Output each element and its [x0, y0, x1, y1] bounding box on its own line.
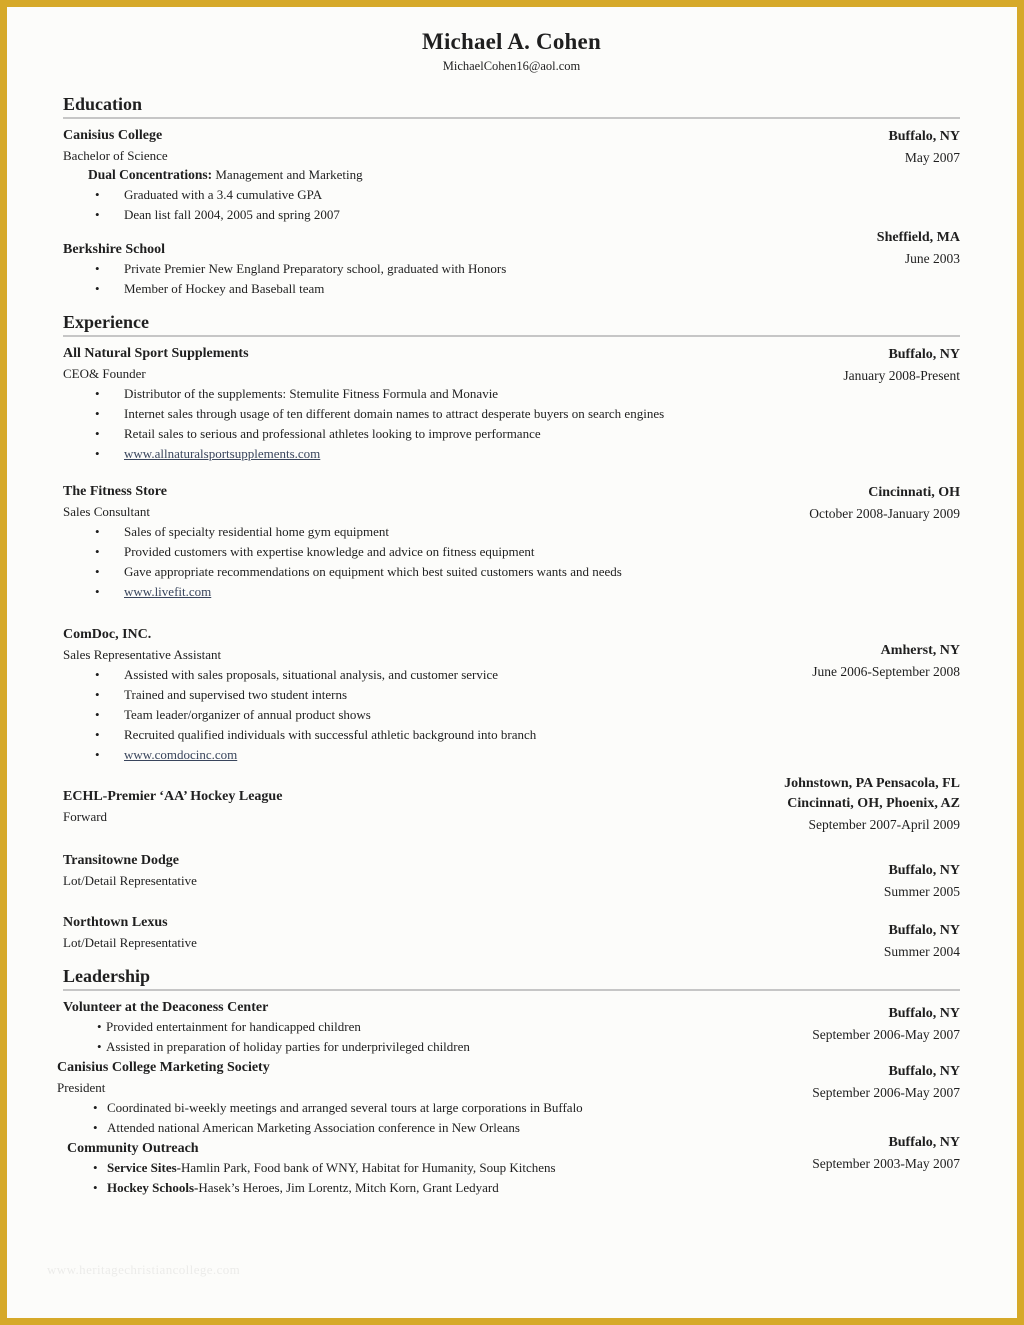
entry-date: September 2007-April 2009: [808, 817, 960, 832]
bullet-icon: [95, 705, 124, 724]
experience-entry: [63, 914, 960, 959]
entry-title: ComDoc, INC.: [63, 627, 152, 642]
leadership-entry: [63, 999, 960, 1056]
entry-location-date: [680, 921, 960, 962]
bullet-label: Hockey Schools-: [107, 1180, 199, 1195]
entry-date: September 2006-May 2007: [812, 1027, 960, 1042]
bullet-text: Provided customers with expertise knowledge and advice on fitness equipment: [124, 544, 535, 559]
entry-title: Volunteer at the Deaconess Center: [63, 1000, 269, 1015]
experience-entry: [63, 626, 960, 764]
entry-location-date: [680, 483, 960, 524]
bullet-label-text: Hamlin Park, Food bank of WNY, Habitat for Humanity, Soup Kitchens: [181, 1160, 556, 1175]
entry-title: Canisius College: [63, 128, 163, 143]
list-item: [63, 725, 670, 744]
entry-location: Buffalo, NY: [888, 863, 960, 878]
list-item: [63, 522, 670, 541]
bullet-icon: [93, 1178, 107, 1197]
entry-location-date: [680, 1004, 960, 1045]
bullet-icon: [93, 1098, 107, 1117]
bullet-icon: [95, 279, 124, 298]
entry-title: All Natural Sport Supplements: [63, 346, 249, 361]
entry-subtitle: CEO& Founder: [63, 366, 146, 381]
watermark: www.heritagechristiancollege.com: [47, 1262, 241, 1277]
entry-subtitle: Sales Representative Assistant: [63, 647, 222, 662]
entry-location: Amherst, NY: [880, 643, 960, 658]
bullet-text: Retail sales to serious and professional athletes looking to improve performance: [124, 426, 541, 441]
bullet-label: Service Sites-: [107, 1160, 182, 1175]
bullet-text: Attended national American Marketing Association conference in New Orleans: [107, 1120, 520, 1135]
list-item: [63, 384, 670, 403]
entry-location-date: [680, 127, 960, 168]
list-item: [63, 424, 670, 443]
entry-title: ECHL-Premier ‘AA’ Hockey League: [63, 789, 283, 804]
bullet-text: Trained and supervised two student interns: [124, 687, 348, 702]
bullet-icon: [95, 205, 124, 224]
list-item: [63, 1118, 670, 1137]
entry-title: Northtown Lexus: [63, 915, 168, 930]
experience-entry: [63, 852, 960, 899]
list-item: [63, 665, 670, 684]
entry-subtitle: Bachelor of Science: [63, 148, 168, 163]
list-item: [63, 542, 670, 561]
bullet-icon: [95, 542, 124, 561]
entry-location-line2: Cincinnati, OH, Phoenix, AZ: [787, 796, 960, 811]
section-heading-leadership: Leadership: [63, 966, 960, 991]
bullet-text: Dean list fall 2004, 2005 and spring 2007: [124, 207, 340, 222]
entry-subtitle: Lot/Detail Representative: [63, 935, 197, 950]
person-name: Michael A. Cohen: [422, 29, 601, 54]
entry-title: Community Outreach: [67, 1141, 199, 1156]
bullet-icon: [93, 1158, 107, 1177]
entry-date: September 2006-May 2007: [812, 1085, 960, 1100]
entry-date: Summer 2005: [883, 884, 960, 899]
bullet-icon: [95, 185, 124, 204]
bullet-icon: [95, 725, 124, 744]
list-item: [63, 562, 670, 581]
list-item: [63, 1017, 670, 1036]
bullet-text: Member of Hockey and Baseball team: [124, 281, 325, 296]
website-link[interactable]: www.allnaturalsportsupplements.com: [124, 446, 321, 461]
entry-date: June 2003: [904, 251, 960, 266]
bullet-text: Assisted with sales proposals, situational analysis, and customer service: [124, 667, 499, 682]
list-item: [63, 205, 670, 224]
website-link[interactable]: www.livefit.com: [124, 584, 212, 599]
entry-title: Transitowne Dodge: [63, 853, 180, 868]
bullet-icon: [95, 665, 124, 684]
bullet-text: [107, 1178, 499, 1197]
entry-location: Buffalo, NY: [888, 129, 960, 144]
list-item: [63, 259, 670, 278]
entry-location: Buffalo, NY: [888, 923, 960, 938]
bullet-icon: [95, 444, 124, 463]
entry-date: January 2008-Present: [843, 368, 960, 383]
list-item: [63, 279, 670, 298]
entry-subtitle: Lot/Detail Representative: [63, 873, 197, 888]
bullet-icon: [95, 522, 124, 541]
entry-location-date: [680, 1133, 960, 1174]
education-entry: [63, 230, 960, 298]
entry-location-date: [680, 641, 960, 682]
bullet-text: Provided entertainment for handicapped children: [106, 1019, 361, 1034]
website-link[interactable]: www.comdocinc.com: [124, 747, 238, 762]
entry-location: Buffalo, NY: [888, 1006, 960, 1021]
list-item: [63, 705, 670, 724]
entry-detail: [63, 165, 670, 184]
entry-date: May 2007: [904, 150, 960, 165]
experience-entry: [63, 776, 960, 832]
list-item: [63, 685, 670, 704]
entry-title: Canisius College Marketing Society: [57, 1060, 270, 1075]
entry-location: Sheffield, MA: [876, 230, 960, 245]
bullet-text: Assisted in preparation of holiday parties for underprivileged children: [106, 1039, 470, 1054]
bullet-icon: [97, 1017, 106, 1036]
entry-title: Berkshire School: [63, 242, 166, 257]
bullet-text: Coordinated bi-weekly meetings and arranged several tours at large corporations in Buffalo: [107, 1100, 583, 1115]
detail-label: Dual Concentrations:: [88, 167, 213, 182]
entry-location-date: [680, 345, 960, 386]
entry-location: Buffalo, NY: [888, 347, 960, 362]
bullet-text: [107, 1158, 556, 1177]
entry-subtitle: Forward: [63, 809, 108, 824]
bullet-text: Distributor of the supplements: Stemulite Fitness Formula and Monavie: [124, 386, 499, 401]
entry-subtitle: Sales Consultant: [63, 504, 151, 519]
entry-location: Buffalo, NY: [888, 1064, 960, 1079]
bullet-text: Team leader/organizer of annual product shows: [124, 707, 371, 722]
entry-title: The Fitness Store: [63, 484, 167, 499]
bullet-icon: [95, 384, 124, 403]
bullet-text: Internet sales through usage of ten different domain names to attract desperate buyers on search engines: [124, 406, 665, 421]
list-item: [63, 404, 670, 423]
entry-location-date: [680, 1062, 960, 1103]
entry-location-date: [680, 228, 960, 269]
detail-text: Management and Marketing: [212, 167, 363, 182]
entry-date: Summer 2004: [883, 944, 960, 959]
bullet-icon: [95, 404, 124, 423]
experience-entry: [63, 483, 960, 601]
bullet-text: Recruited qualified individuals with successful athletic background into branch: [124, 727, 537, 742]
list-item: [63, 1158, 670, 1177]
bullet-text: Sales of specialty residential home gym equipment: [124, 524, 389, 539]
entry-location: Johnstown, PA Pensacola, FL: [784, 776, 960, 791]
education-entry: [63, 127, 960, 224]
list-item: [63, 1037, 670, 1056]
list-item: [63, 1098, 670, 1117]
bullet-text: Gave appropriate recommendations on equipment which best suited customers wants and needs: [124, 564, 622, 579]
bullet-icon: [95, 259, 124, 278]
entry-subtitle: President: [57, 1080, 106, 1095]
entry-location-date: [680, 861, 960, 902]
person-email: MichaelCohen16@aol.com: [442, 59, 581, 73]
bullet-icon: [93, 1118, 107, 1137]
list-item: [63, 1178, 670, 1197]
resume-content: [7, 7, 1017, 1197]
list-item: [63, 582, 670, 601]
bullet-icon: [95, 685, 124, 704]
section-heading-education: Education: [63, 94, 960, 119]
bullet-icon: [95, 424, 124, 443]
bullet-icon: [95, 562, 124, 581]
bullet-text: Private Premier New England Preparatory school, graduated with Honors: [124, 261, 507, 276]
bullet-icon: [95, 582, 124, 601]
list-item: [63, 745, 670, 764]
leadership-entry: [63, 1135, 960, 1197]
bullet-icon: [95, 745, 124, 764]
entry-location: Buffalo, NY: [888, 1135, 960, 1150]
list-item: [63, 185, 670, 204]
entry-date: September 2003-May 2007: [812, 1156, 960, 1171]
section-heading-experience: Experience: [63, 312, 960, 337]
entry-date: June 2006-September 2008: [812, 664, 960, 679]
entry-date: October 2008-January 2009: [809, 506, 960, 521]
bullet-label-text: Hasek’s Heroes, Jim Lorentz, Mitch Korn, Grant Ledyard: [198, 1180, 499, 1195]
entry-location: Cincinnati, OH: [868, 485, 960, 500]
bullet-icon: [97, 1037, 106, 1056]
entry-location-date: [680, 774, 960, 835]
leadership-entry: [57, 1059, 960, 1137]
list-item: [63, 444, 670, 463]
bullet-text: Graduated with a 3.4 cumulative GPA: [124, 187, 323, 202]
experience-entry: [63, 345, 960, 463]
